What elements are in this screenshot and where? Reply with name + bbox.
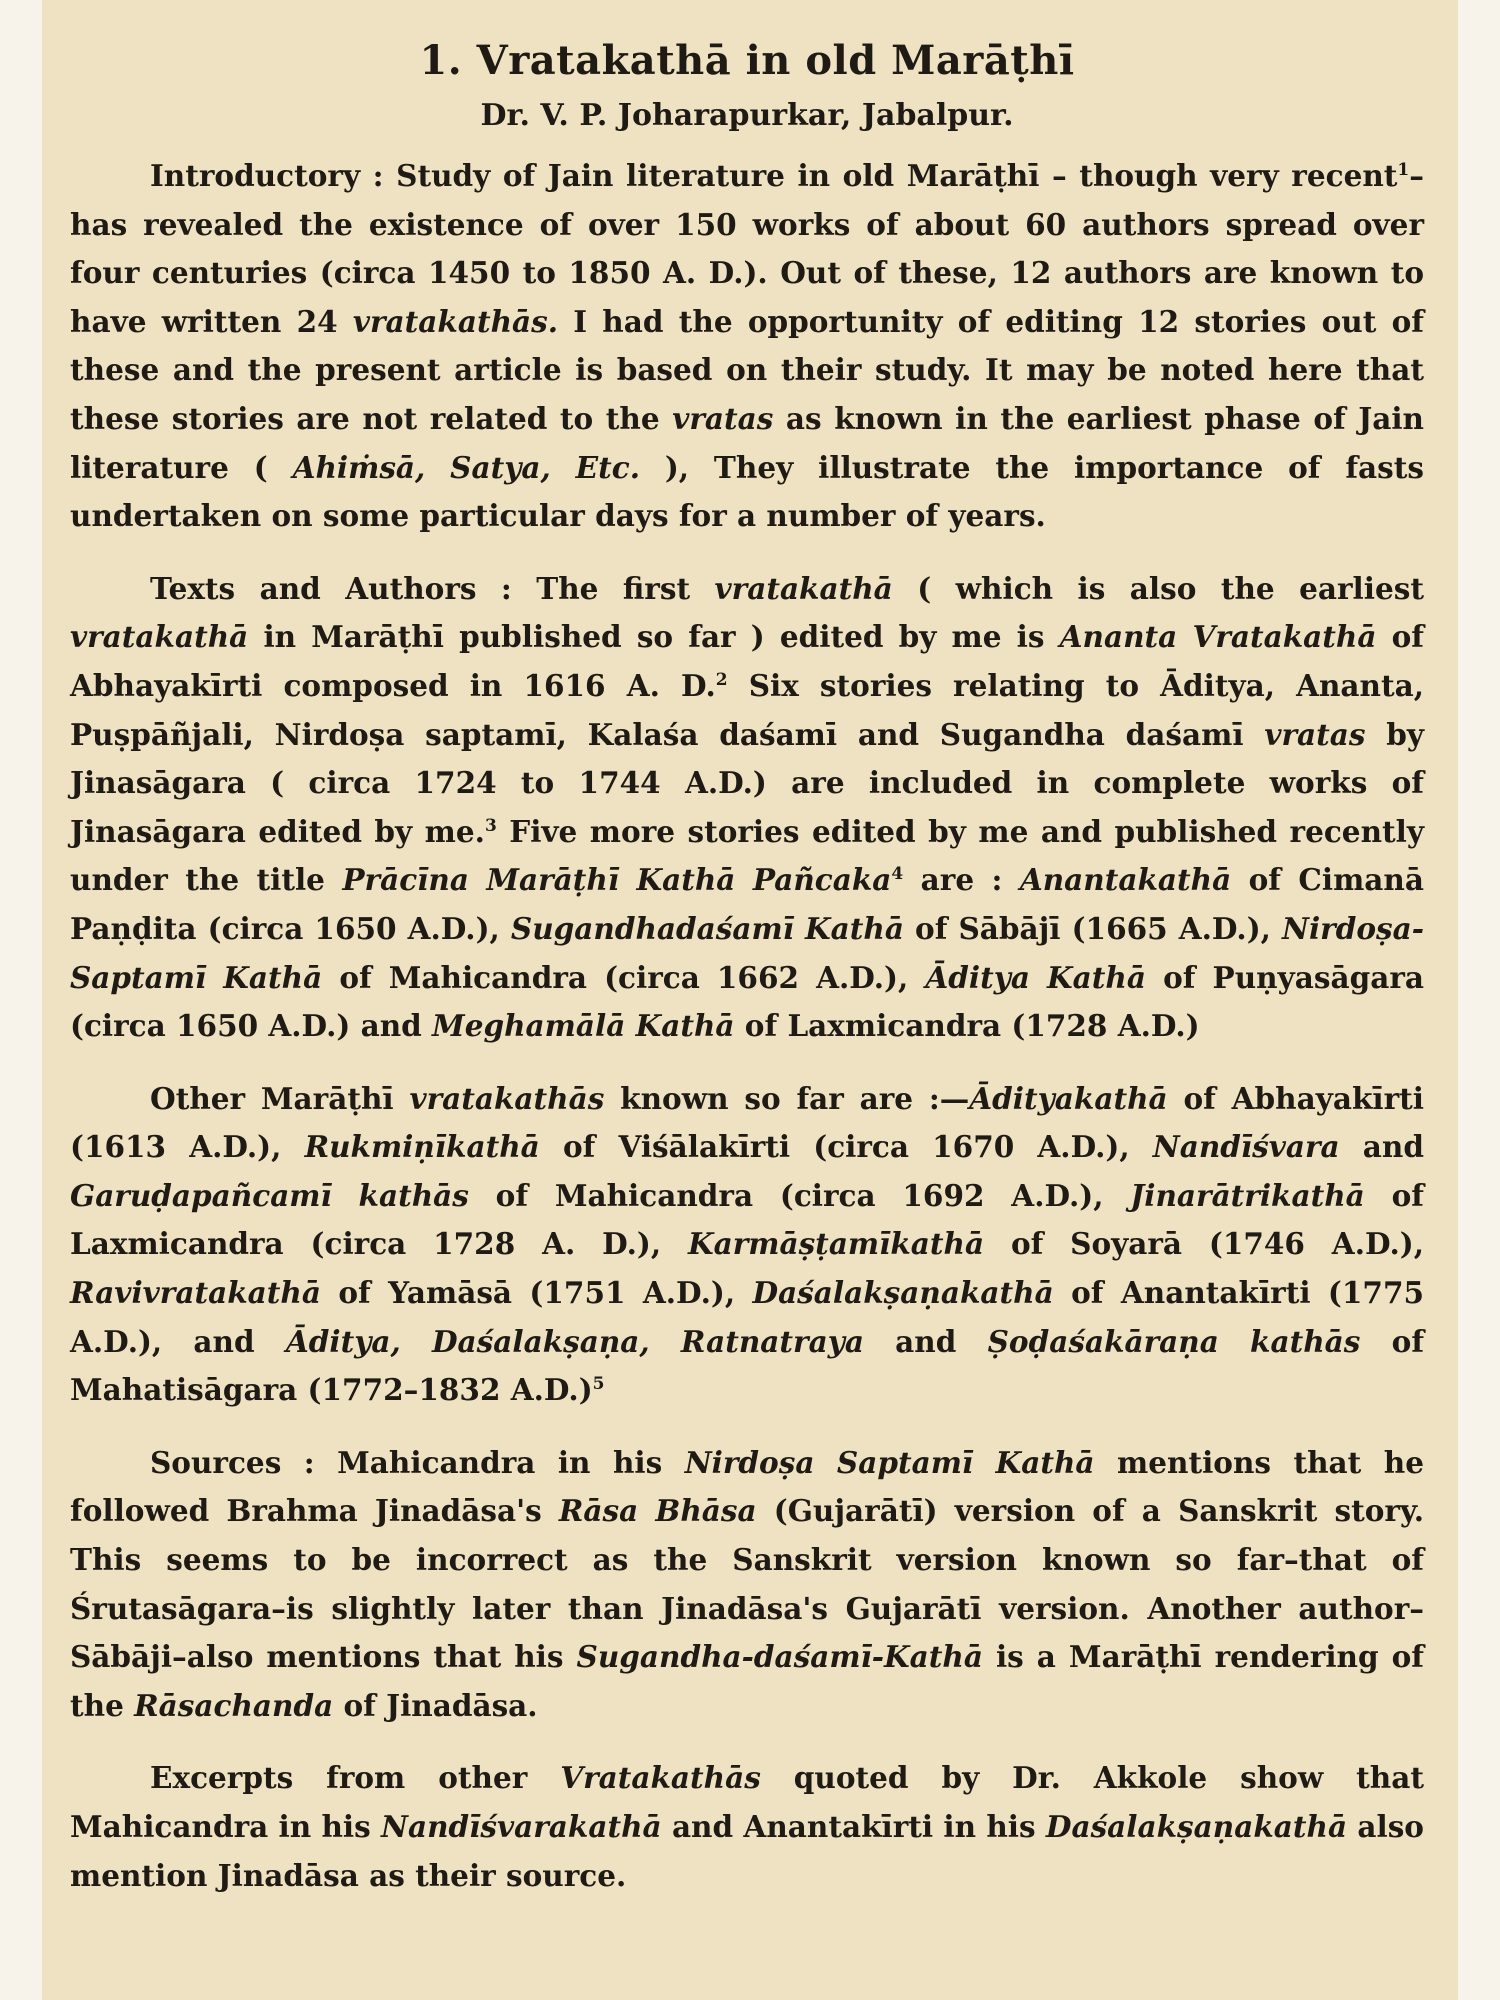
italic-term: vratas (1264, 716, 1366, 752)
italic-term: Prācīna Marāṭhī Kathā Pañcaka (342, 862, 892, 898)
text-span: ( which is also the earliest (892, 570, 1424, 606)
italic-term: vratakathās. (352, 303, 559, 339)
paragraph-introductory (70, 152, 1424, 541)
italic-term: Sugandha-daśamī-Kathā (576, 1639, 983, 1675)
paragraph-texts-and-authors (70, 565, 1424, 1051)
italic-term: Garuḍapañcamī kathās (70, 1177, 469, 1213)
section-heading-sources: Sources : (150, 1444, 315, 1480)
footnote-ref: 2 (715, 670, 728, 691)
text-span: of Anantakīrti (1775 A.D.), and (70, 1275, 1424, 1359)
paragraph-other-vratakathas (70, 1075, 1424, 1415)
italic-term: Ādityakathā (969, 1080, 1168, 1116)
text-span: Mahicandra in his (314, 1444, 685, 1480)
italic-term: Daśalakṣaṇakathā (752, 1275, 1054, 1311)
italic-term: Karmāṣṭamīkathā (687, 1226, 985, 1262)
italic-term: Jinarātrikathā (1130, 1177, 1365, 1213)
italic-term: Vratakathās (560, 1760, 761, 1796)
italic-term: Nandīśvarakathā (381, 1809, 662, 1844)
text-span: and (863, 1323, 988, 1359)
italic-term: vratakathā (714, 570, 893, 606)
italic-term: Ahiṁsā, Satya, Etc. (292, 449, 640, 485)
text-span: of Mahatisāgara (1772–1832 A.D.) (70, 1323, 1425, 1408)
italic-term: vratakathās (409, 1080, 605, 1116)
text-span: mentions that he followed Brahma Jinadāsa's (70, 1444, 1424, 1529)
italic-term: Āditya, Daśalakṣaṇa, Ratnatraya (285, 1323, 864, 1359)
text-span: –has revealed the existence of over 150 works of about 60 authors spread over four centuries (circa 1450 to 1850 A. D.). Out of these, 12 authors are known to have written 24 (70, 158, 1425, 339)
text-span: of Sābājī (1665 A.D.), (903, 910, 1282, 946)
italic-term: Sugandhadaśamī Kathā (510, 910, 904, 946)
text-span: and (1339, 1129, 1424, 1165)
text-span: by Jinasāgara ( circa 1724 to 1744 A.D.) are included in complete works of Jinasāgara edited by me. (70, 716, 1424, 849)
text-span: quoted by Dr. Akkole show that Mahicandra in his (70, 1760, 1424, 1844)
italic-term: Ṣoḍaśakāraṇa kathās (987, 1323, 1361, 1359)
paragraph-sources (70, 1439, 1424, 1731)
text-span: Six stories relating to Āditya, Ananta, Puṣpāñjali, Nirdoṣa saptamī, Kalaśa daśamī and Sugandha daśamī (70, 667, 1424, 752)
text-span: of Laxmicandra (circa 1728 A. D.), (70, 1177, 1424, 1262)
text-span: Five more stories edited by me and published recently under the title (70, 813, 1424, 898)
text-span: Other Marāṭhī (150, 1080, 410, 1116)
text-span: of Abhayakīrti (1613 A.D.), (70, 1080, 1424, 1165)
italic-term: Rukmiṇīkathā (304, 1129, 540, 1165)
italic-term: Nirdoṣa-Saptamī Kathā (70, 910, 1424, 995)
italic-term: Anantakathā (1019, 862, 1232, 898)
text-span: of Abhayakīrti composed in 1616 A. D. (70, 619, 1424, 703)
text-span: are : (903, 862, 1020, 898)
text-span: of Mahicandra (circa 1662 A.D.), (322, 959, 926, 995)
text-span: of Mahicandra (circa 1692 A.D.), (468, 1177, 1131, 1213)
text-span: of Soyarā (1746 A.D.), (984, 1226, 1424, 1262)
text-span: I had the opportunity of editing 12 stories out of these and the present article is based on their study. It may be noted here that these stories are not related to the (70, 303, 1424, 436)
article-title: 1. Vratakathā in old Marāṭhī (419, 37, 1075, 84)
text-span: of Cimanā Paṇḍita (circa 1650 A.D.), (70, 862, 1424, 946)
italic-term: Meghamālā Kathā (432, 1008, 735, 1044)
text-span: is a Marāṭhī rendering of the (70, 1639, 1424, 1723)
text-span: The first (511, 570, 715, 606)
italic-term: vratakathā (70, 619, 249, 655)
section-heading-introductory: Introductory : (150, 158, 384, 193)
text-span: known so far are :— (604, 1080, 970, 1116)
article-author: Dr. V. P. Joharapurkar, Jabalpur. (480, 98, 1014, 133)
italic-term: Ananta Vratakathā (1059, 619, 1377, 655)
paragraph-excerpts (70, 1754, 1424, 1900)
text-span: of Yamāsā (1751 A.D.), (320, 1275, 753, 1311)
text-span: in Marāṭhī published so far ) edited by me is (248, 619, 1060, 655)
italic-term: Nirdoṣa Saptamī Kathā (684, 1444, 1095, 1480)
section-heading-texts-and-authors: Texts and Authors : (150, 570, 512, 606)
italic-term: Rāsa Bhāsa (558, 1493, 757, 1529)
scanned-page (42, 0, 1458, 2000)
italic-term: Ravivratakathā (70, 1275, 321, 1311)
text-span: as known in the earliest phase of Jain literature ( (70, 400, 1424, 485)
footnote-ref: 3 (484, 815, 497, 836)
scan-border-left (0, 0, 42, 2000)
italic-term: Daśalakṣaṇakathā (1045, 1809, 1348, 1844)
footnote-ref: 5 (592, 1374, 605, 1395)
text-span: also mention Jinadāsa as their source. (70, 1809, 1424, 1893)
scan-border-right (1458, 0, 1500, 2000)
text-span: Study of Jain literature in old Marāṭhī – though very recent (383, 158, 1398, 193)
text-span: and Anantakīrti in his (661, 1809, 1046, 1844)
text-span: of Jinadāsa. (333, 1687, 538, 1723)
text-span: ), They illustrate the importance of fasts undertaken on some particular days for a number of years. (70, 449, 1424, 534)
text-span: of Laxmicandra (1728 A.D.) (734, 1008, 1200, 1044)
text-span: of Puṇyasāgara (circa 1650 A.D.) and (70, 959, 1424, 1044)
footnote-ref: 1 (1397, 160, 1410, 181)
italic-term: Rāsachanda (134, 1687, 334, 1723)
italic-term: vratas (672, 400, 774, 436)
text-span: (Gujarātī) version of a Sanskrit story. This seems to be incorrect as the Sanskrit version known so far–that of Śrutasāgara–is slightly later than Jinadāsa's Gujarātī version. Another author–Sābāji–also mentions that his (70, 1493, 1424, 1675)
italic-term: Nandīśvara (1152, 1129, 1340, 1165)
footnote-ref: 4 (891, 864, 904, 885)
italic-term: Āditya Kathā (925, 959, 1146, 995)
text-span: Excerpts from other (150, 1760, 561, 1796)
text-span: of Viśālakīrti (circa 1670 A.D.), (539, 1129, 1153, 1165)
